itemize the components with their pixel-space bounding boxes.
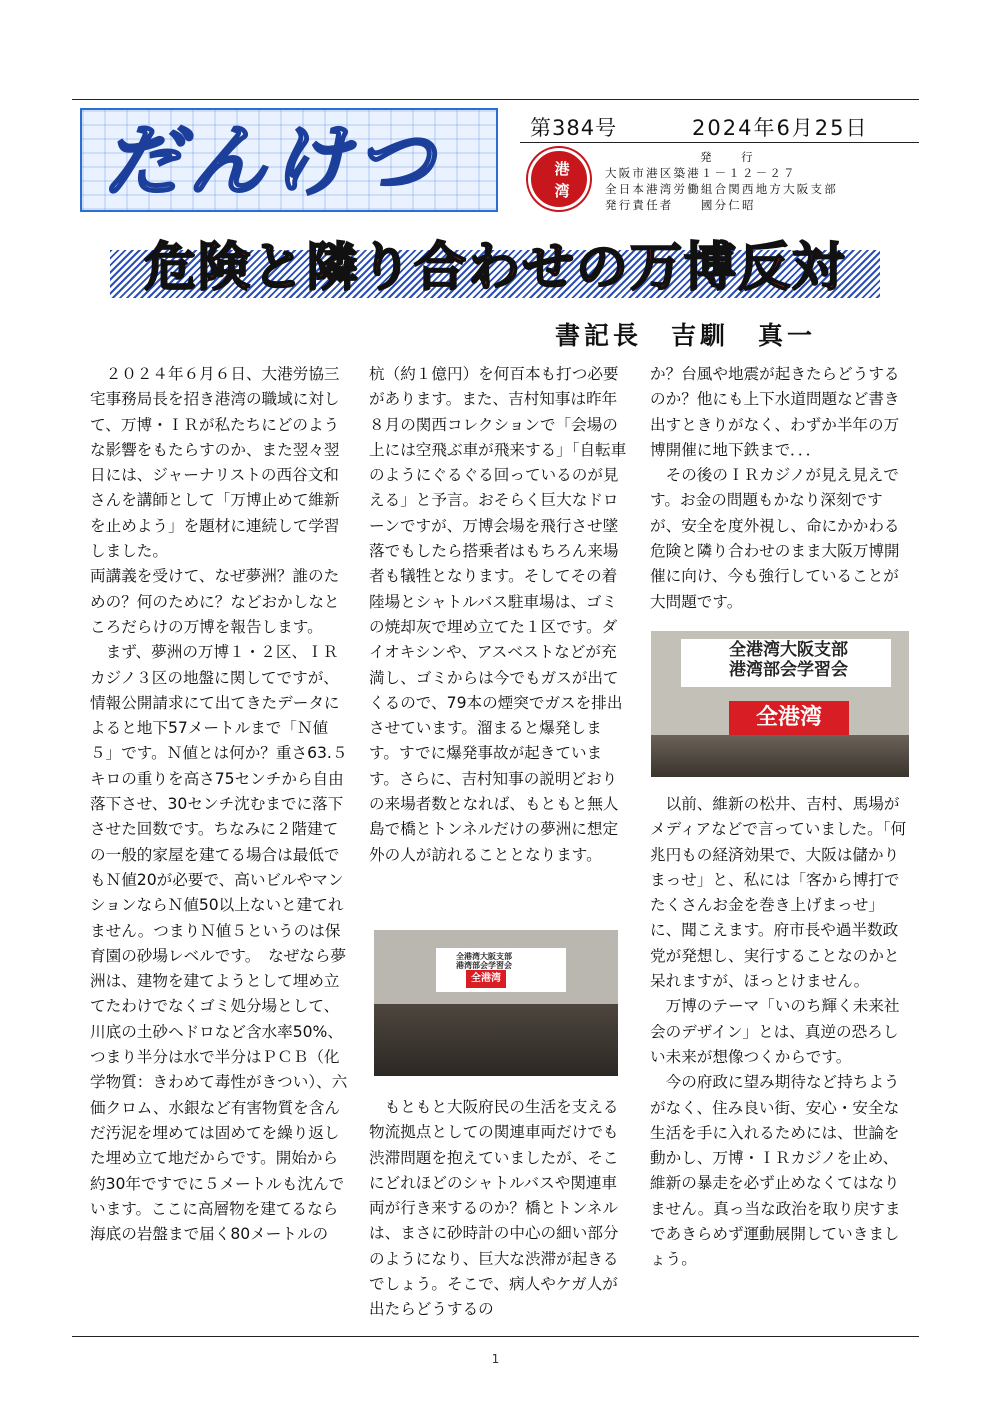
seal-text-top: 港 xyxy=(554,160,570,178)
logo-text: だんけつ xyxy=(104,117,441,207)
paragraph: その後のＩＲカジノが見え見えです。お金の問題もかなり深刻ですが、安全を度外視し、命にかかわる危険と隣り合わせのまま大阪万博開催に向け、今も強行していることが大問題です。 xyxy=(650,466,900,611)
publisher-organization: 全日本港湾労働組合関西地方大阪支部 xyxy=(605,182,838,196)
paragraph: 以前、維新の松井、吉村、馬場がメディアなどで言っていました。「何兆円もの経済効果で、大阪は儲かりまっせ」と、私には「客から博打でたくさんお金を巻き上げまっせ」に、聞こえます。府市長や過半数政党が発想し、実行することなのかと呆れますが、ほっとけません。 xyxy=(650,795,907,991)
paragraph: 今の府政に望み期待など持ちようがなく、住み良い街、安心・安全な生活を手に入れるためには、世論を動かし、万博・ＩＲカジノを止め、維新の暴走を必ず止めなくてはなりません。真っ当な政治を取り戻すまであきらめず運動展開していきましょう。 xyxy=(650,1073,901,1269)
headline: 危険と隣り合わせの万博反対 xyxy=(143,238,846,298)
issue-rule xyxy=(520,142,919,143)
study-session-photo-1 xyxy=(374,930,618,1076)
byline: 書記長 吉馴 真一 xyxy=(555,321,817,350)
issue-date: 2024年6月25日 xyxy=(692,116,869,140)
column-1 xyxy=(90,362,348,1247)
paragraph: ２０２４年６月６日、大港労協三宅事務局長を招き港湾の職域に対して、万博・ＩＲが私たちにどのような影響をもたらすのか、また翌々翌日には、ジャーナリストの西谷文和さんを講師として「万博止めて維新を止めよう」を題材に連続して学習しました。 xyxy=(90,365,340,561)
column-3 xyxy=(650,362,908,615)
photo-audience xyxy=(651,735,909,777)
study-session-photo-2 xyxy=(651,631,909,777)
photo-banner-text: 全港湾大阪支部 港湾部会学習会 xyxy=(729,640,848,680)
publisher-label: 発 行 xyxy=(700,150,755,164)
masthead-logo xyxy=(80,108,498,212)
paragraph: もともと大阪府民の生活を支える物流拠点としての関連車両だけでも渋滞問題を抱えていましたが、そこにどれほどのシャトルバスや関連車両が行き来するのか？橋とトンネルは、まさに砂時計の中心の細い部分のようになり、巨大な渋滞が起きるでしょう。そこで、病人やケガ人が出たらどうするの xyxy=(369,1098,619,1319)
paragraph: 万博のテーマ「いのち輝く未来社会のデザイン」とは、真逆の恐ろしい未来が想像つくからです。 xyxy=(650,997,900,1066)
column-3-continued xyxy=(650,792,908,1273)
paragraph: まず、夢洲の万博１・２区、ＩＲカジノ３区の地盤に関してですが、情報公開請求にて出てきたデータによると地下57メートルまで「Ｎ値５」です。Ｎ値とは何か？重さ63.５キロの重りを高さ75センチから自由落下させ、30センチ沈むまでに落下させた回数です。ちなみに２階建ての一般的家屋を建てる場合は最低でもＮ値20が必要で、高いビルやマンションならＮ値50以上ないと建てれません。つまりＮ値５というのは保育園の砂場レベルです。 なぜなら夢洲は、建物を建てようとして埋め立てたわけでなくゴミ処分場として、川底の土砂ヘドロなど含水率50%、つまり半分は水で半分はＰＣＢ（化学物質：きわめて毒性がきつい）、六価クロム、水銀など有害物質を含んだ汚泥を埋めては固めてを繰り返した埋め立て地だからです。開始から約30年ですでに５メートルも沈んでいます。ここに高層物を建てるなら海底の岩盤まで届く80メートルの xyxy=(90,643,348,1244)
photo-sign: 全港湾 xyxy=(729,701,849,735)
issue-number: 第384号 xyxy=(530,116,618,140)
paragraph: か？台風や地震が起きたらどうするのか？他にも上下水道問題など書き出すときりがなく、わずか半年の万博開催に地下鉄まで．．． xyxy=(650,365,900,459)
photo-audience xyxy=(374,1004,618,1076)
page-number: 1 xyxy=(491,1352,500,1366)
publisher-address: 大阪市港区築港１－１２－２７ xyxy=(605,166,797,180)
paragraph: 両講義を受けて、なぜ夢洲？誰のための？何のために？などおかしなところだらけの万博を報告します。 xyxy=(90,567,340,636)
union-seal-icon xyxy=(528,148,590,210)
paragraph: 杭（約１億円）を何百本も打つ必要があります。また、吉村知事は昨年８月の関西コレクションで「会場の上には空飛ぶ車が飛来する」「自転車のようにぐるぐる回っているのが見える」と予言。おそらく巨大なドローンですが、万博会場を飛行させ墜落でもしたら搭乗者はもちろん来場者も犠牲となります。そしてその着陸場とシャトルバス駐車場は、ゴミの焼却灰で埋め立てた１区です。ダイオキシンや、アスベストなどが充満し、ゴミからは今でもガスが出てくるので、79本の煙突でガスを排出させています。溜まると爆発します。すでに爆発事故が起きています。さらに、吉村知事の説明どおりの来場者数となれば、もともと無人島で橋とトンネルだけの夢洲に想定外の人が訪れることとなります。 xyxy=(369,365,627,864)
photo-banner-text: 全港湾大阪支部 港湾部会学習会 xyxy=(456,952,512,971)
column-2 xyxy=(369,362,627,868)
column-2-continued xyxy=(369,1095,627,1323)
top-rule xyxy=(72,99,919,100)
seal-text-bottom: 湾 xyxy=(554,182,570,200)
photo-sign: 全港湾 xyxy=(466,970,506,988)
bottom-rule xyxy=(72,1336,919,1337)
publisher-editor: 発行責任者 國分仁昭 xyxy=(605,198,756,212)
